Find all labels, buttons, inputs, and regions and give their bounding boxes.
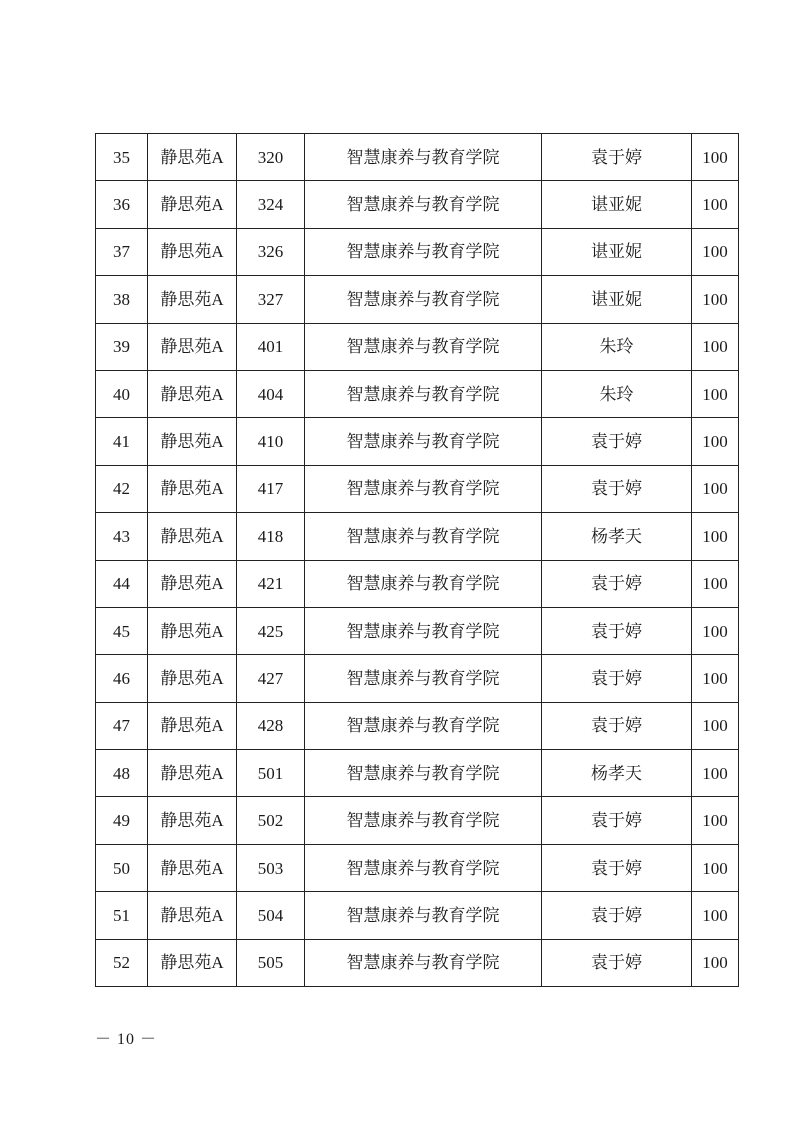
cell-college: 智慧康养与教育学院	[305, 560, 542, 607]
table-row	[96, 181, 739, 228]
cell-room: 326	[237, 228, 305, 275]
cell-room: 401	[237, 323, 305, 370]
cell-name: 谌亚妮	[542, 228, 692, 275]
table-row	[96, 607, 739, 654]
cell-building: 静思苑A	[148, 323, 237, 370]
cell-number: 50	[96, 844, 148, 891]
cell-number: 45	[96, 607, 148, 654]
cell-number: 52	[96, 939, 148, 986]
cell-number: 43	[96, 513, 148, 560]
cell-building: 静思苑A	[148, 228, 237, 275]
cell-score: 100	[692, 939, 739, 986]
cell-college: 智慧康养与教育学院	[305, 228, 542, 275]
cell-college: 智慧康养与教育学院	[305, 702, 542, 749]
cell-college: 智慧康养与教育学院	[305, 844, 542, 891]
cell-score: 100	[692, 655, 739, 702]
cell-score: 100	[692, 513, 739, 560]
cell-score: 100	[692, 750, 739, 797]
table-row	[96, 560, 739, 607]
cell-number: 47	[96, 702, 148, 749]
cell-score: 100	[692, 702, 739, 749]
cell-college: 智慧康养与教育学院	[305, 465, 542, 512]
cell-room: 410	[237, 418, 305, 465]
cell-room: 320	[237, 134, 305, 181]
cell-number: 51	[96, 892, 148, 939]
cell-name: 袁于婷	[542, 418, 692, 465]
cell-building: 静思苑A	[148, 418, 237, 465]
cell-score: 100	[692, 560, 739, 607]
cell-room: 505	[237, 939, 305, 986]
cell-room: 324	[237, 181, 305, 228]
cell-building: 静思苑A	[148, 607, 237, 654]
cell-name: 袁于婷	[542, 465, 692, 512]
cell-building: 静思苑A	[148, 465, 237, 512]
cell-score: 100	[692, 607, 739, 654]
cell-building: 静思苑A	[148, 750, 237, 797]
cell-college: 智慧康养与教育学院	[305, 181, 542, 228]
cell-college: 智慧康养与教育学院	[305, 323, 542, 370]
cell-score: 100	[692, 844, 739, 891]
cell-building: 静思苑A	[148, 276, 237, 323]
cell-building: 静思苑A	[148, 560, 237, 607]
cell-building: 静思苑A	[148, 892, 237, 939]
cell-college: 智慧康养与教育学院	[305, 370, 542, 417]
cell-building: 静思苑A	[148, 655, 237, 702]
dormitory-score-table	[95, 133, 739, 987]
cell-number: 42	[96, 465, 148, 512]
cell-name: 袁于婷	[542, 134, 692, 181]
table-row	[96, 939, 739, 986]
cell-building: 静思苑A	[148, 844, 237, 891]
table-row	[96, 465, 739, 512]
cell-score: 100	[692, 323, 739, 370]
cell-room: 404	[237, 370, 305, 417]
cell-room: 417	[237, 465, 305, 512]
table-row	[96, 513, 739, 560]
cell-college: 智慧康养与教育学院	[305, 892, 542, 939]
cell-room: 501	[237, 750, 305, 797]
cell-name: 袁于婷	[542, 655, 692, 702]
cell-room: 504	[237, 892, 305, 939]
cell-number: 49	[96, 797, 148, 844]
cell-college: 智慧康养与教育学院	[305, 750, 542, 797]
cell-room: 428	[237, 702, 305, 749]
cell-name: 袁于婷	[542, 702, 692, 749]
table-row	[96, 750, 739, 797]
cell-name: 袁于婷	[542, 797, 692, 844]
cell-college: 智慧康养与教育学院	[305, 655, 542, 702]
cell-college: 智慧康养与教育学院	[305, 134, 542, 181]
cell-college: 智慧康养与教育学院	[305, 607, 542, 654]
table-row	[96, 797, 739, 844]
table-row	[96, 892, 739, 939]
cell-building: 静思苑A	[148, 370, 237, 417]
cell-name: 袁于婷	[542, 607, 692, 654]
cell-number: 37	[96, 228, 148, 275]
table-body	[96, 134, 739, 987]
cell-score: 100	[692, 797, 739, 844]
cell-building: 静思苑A	[148, 702, 237, 749]
cell-building: 静思苑A	[148, 797, 237, 844]
table-row	[96, 276, 739, 323]
cell-number: 41	[96, 418, 148, 465]
cell-room: 502	[237, 797, 305, 844]
cell-name: 朱玲	[542, 370, 692, 417]
cell-college: 智慧康养与教育学院	[305, 418, 542, 465]
cell-room: 418	[237, 513, 305, 560]
cell-number: 39	[96, 323, 148, 370]
page-number: － 10 －	[95, 1031, 158, 1048]
cell-room: 427	[237, 655, 305, 702]
cell-name: 袁于婷	[542, 892, 692, 939]
cell-score: 100	[692, 228, 739, 275]
table-row	[96, 370, 739, 417]
cell-name: 袁于婷	[542, 844, 692, 891]
cell-number: 38	[96, 276, 148, 323]
cell-number: 48	[96, 750, 148, 797]
cell-college: 智慧康养与教育学院	[305, 513, 542, 560]
cell-college: 智慧康养与教育学院	[305, 939, 542, 986]
table-row	[96, 134, 739, 181]
cell-room: 327	[237, 276, 305, 323]
cell-score: 100	[692, 276, 739, 323]
cell-name: 袁于婷	[542, 560, 692, 607]
cell-room: 425	[237, 607, 305, 654]
table-row	[96, 655, 739, 702]
cell-name: 朱玲	[542, 323, 692, 370]
table-row	[96, 702, 739, 749]
cell-building: 静思苑A	[148, 134, 237, 181]
cell-number: 35	[96, 134, 148, 181]
cell-name: 杨孝天	[542, 750, 692, 797]
cell-score: 100	[692, 134, 739, 181]
cell-score: 100	[692, 892, 739, 939]
cell-name: 袁于婷	[542, 939, 692, 986]
cell-number: 46	[96, 655, 148, 702]
table-row	[96, 228, 739, 275]
cell-number: 40	[96, 370, 148, 417]
cell-name: 谌亚妮	[542, 276, 692, 323]
cell-building: 静思苑A	[148, 513, 237, 560]
table-row	[96, 323, 739, 370]
cell-room: 421	[237, 560, 305, 607]
cell-college: 智慧康养与教育学院	[305, 276, 542, 323]
cell-building: 静思苑A	[148, 181, 237, 228]
cell-room: 503	[237, 844, 305, 891]
cell-building: 静思苑A	[148, 939, 237, 986]
cell-name: 谌亚妮	[542, 181, 692, 228]
cell-score: 100	[692, 418, 739, 465]
cell-score: 100	[692, 181, 739, 228]
cell-score: 100	[692, 370, 739, 417]
cell-number: 44	[96, 560, 148, 607]
cell-score: 100	[692, 465, 739, 512]
cell-name: 杨孝天	[542, 513, 692, 560]
cell-college: 智慧康养与教育学院	[305, 797, 542, 844]
table-row	[96, 844, 739, 891]
cell-number: 36	[96, 181, 148, 228]
table-row	[96, 418, 739, 465]
